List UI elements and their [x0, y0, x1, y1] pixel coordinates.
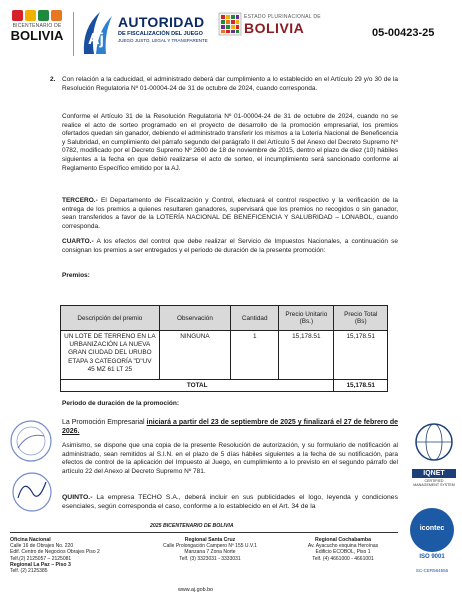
cuarto-label: CUARTO.-	[62, 238, 94, 245]
iqnet-globe-icon	[412, 420, 456, 464]
periodo-heading: Periodo de duración de la promoción:	[62, 400, 180, 407]
official-stamp-icon	[8, 418, 54, 464]
promo-dates: iniciará a partir del 23 de septiembre de 2025 y finalizará el 27 de febrero de 2026.	[62, 419, 398, 435]
estado-seal-icon	[218, 12, 242, 36]
cert-code: SC-CER564556	[415, 568, 449, 573]
bicentenario-main: BOLIVIA	[10, 28, 64, 43]
icontec-label: icontec	[419, 525, 445, 532]
cell-cantidad: 1	[231, 331, 279, 380]
estado-title: BOLIVIA	[244, 20, 305, 36]
footer-col-santa-cruz	[150, 537, 270, 562]
signature-stamp-icon	[10, 470, 54, 514]
cell-descripcion: UN LOTE DE TERRENO EN LA URBANIZACIÓN LA NUEVA GRAN CIUDAD DEL URUBO ETAPA 3 CATEGORÍA "D"UV 45 MZ 61 LT 25	[61, 331, 160, 380]
footer-col2-line: Calle Prolongación Campero Nº 155 U.V.1	[163, 543, 257, 550]
tercero-label: TERCERO.-	[62, 197, 98, 204]
total-value: 15,178.51	[334, 380, 388, 392]
premios-heading: Premios:	[62, 272, 90, 279]
col-header-descripcion: Descripción del premio	[61, 306, 160, 331]
premios-table	[60, 305, 388, 392]
paragraph-asimismo: Asimismo, se dispone que una copia de la presente Resolución de autorización, y su formulario de notificación al administrado, sean remitidos al S.I.N. en el plazo de 5 días hábiles siguientes a la fecha de su notificación, para efectos de control de la aplicación del Impuesto al Juego, en cumplimiento a lo previsto en el segundo párrafo del artículo 22 del Anexo al Decreto Supremo Nº 781.	[62, 442, 398, 475]
footer-col1-line: Edif. Centro de Negocios Obrajes Piso 2	[10, 549, 100, 556]
paragraph-cuarto	[62, 238, 398, 255]
footer-col1-title: Oficina Nacional	[10, 537, 51, 543]
cell-observacion: NINGUNA	[159, 331, 231, 380]
promo-intro: La Promoción Empresarial	[62, 419, 147, 426]
quinto-text: La empresa TECHO S.A., deberá incluir en sus publicidades el logo, leyenda y condiciones esenciales, según corresponda el caso, conforme a lo establecido en el Art. 34 de la	[62, 494, 398, 510]
cuarto-text: A los efectos del control que debe realizar el Servicio de Impuestos Nacionales, a continuación se consignan los premios a ser entregados y el periodo de duración de la presente promoción:	[62, 238, 398, 254]
aj-title: AUTORIDAD	[118, 14, 205, 30]
paragraph-promocion	[62, 418, 398, 436]
table-total-row	[61, 380, 388, 392]
col-header-precio-total: Precio Total (Bs)	[334, 306, 388, 331]
bicentenario-sub: BICENTENARIO DE	[12, 23, 62, 29]
aj-tagline: JUEGO JUSTO, LEGAL Y TRANSPARENTE	[118, 38, 208, 43]
footer-year-line: 2025 BICENTENARIO DE BOLIVIA	[150, 523, 234, 529]
aj-logo-icon	[80, 8, 116, 60]
aj-subtitle: DE FISCALIZACIÓN DEL JUEGO	[118, 31, 203, 37]
iso-label: ISO 9001	[419, 554, 445, 560]
iqnet-sub: CERTIFIED MANAGEMENT SYSTEM	[413, 479, 455, 488]
item-2	[50, 76, 398, 93]
table-header-row	[61, 306, 388, 331]
cell-precio-unitario: 15,178.51	[279, 331, 334, 380]
table-row	[61, 331, 388, 380]
iqnet-label: IQNET	[412, 469, 456, 478]
footer-website-link[interactable]: www.aj.gob.bo	[178, 587, 214, 593]
footer-col3-title: Regional Cochabamba	[315, 537, 371, 543]
total-label: TOTAL	[61, 380, 334, 392]
footer-col1-title2: Regional La Paz – Piso 3	[10, 561, 71, 568]
footer-col1-line: Calle 16 de Obrajes No. 220	[10, 543, 74, 550]
col-header-cantidad: Cantidad	[231, 306, 279, 331]
icontec-badge	[406, 508, 458, 590]
footer-col-cochabamba	[288, 537, 398, 562]
header-divider	[73, 12, 74, 56]
footer-col2-line: Telf. (3) 3323031 - 3333031	[179, 555, 241, 562]
footer-col2-title: Regional Santa Cruz	[184, 537, 236, 543]
paragraph-tercero	[62, 197, 398, 231]
paragraph-conforme: Conforme el Artículo 31 de la Resolución Regulatoria Nº 01-00004-24 de 31 de octubre de 2024, cuando no se realice el acto de sorteo programado en el proyecto de desarrollo de la promoción empresarial, los premios ofertados quedan sin ganador, debiendo el administrado transferir los mismos a la Lotería Nacional de Beneficencia y Salubridad, en cumplimiento del párrafo segundo del parágrafo II del Artículo 5 del Anexo del Decreto Supremo Nº 0782, modificado por el Decreto Supremo Nº 2600 de 18 de noviembre de 2015, dentro el plazo de diez (10) hábiles siguientes a la fecha en que debió realizarse el acto de sorteo, el incumplimiento será sancionado conforme al Reglamento Específico emitido por la AJ.	[62, 113, 398, 172]
footer-col2-line: Manzana 7 Zona Norte	[184, 549, 236, 556]
iqnet-badge	[412, 420, 456, 500]
footer-col3-line: Edificio ECOBOL, Piso 1	[315, 549, 371, 556]
col-header-precio-unitario: Precio Unitario (Bs.)	[279, 306, 334, 331]
paragraph-quinto	[62, 493, 398, 511]
footer-col1-line: Telf.(2) 2125057 – 2125081	[10, 555, 72, 562]
item-2-number: 2.	[50, 76, 56, 83]
footer-col3-line: Telf. (4) 4661000 - 4661001	[312, 555, 374, 562]
bicentenario-emblem-icon	[12, 10, 68, 21]
footer-col1-line: Telf. (2) 2125385	[10, 568, 48, 575]
bicentenario-logo	[6, 10, 68, 60]
tercero-text: El Departamento de Fiscalización y Control, efectuará el control respectivo y la verificación de la entrega de los premios a quienes resultaren ganadores, supervisará que los premios no recogidos o sin ganador, sean transferidos a favor de la LOTERÍA NACIONAL DE BENEFICENCIA Y SALUBRIDAD – LONABOL, cuando corresponda.	[62, 197, 398, 230]
icontec-circle-icon	[410, 508, 454, 552]
item-2-text: Con relación a la caducidad, el administrado deberá dar cumplimiento a lo establecido en el Artículo 29 y/o 30 de la Resolución Regulatoria Nº 01-00004-24 de 31 de octubre de 2024, cuando corresponda.	[62, 76, 398, 92]
document-reference: 05-00423-25	[372, 27, 435, 39]
estado-subtitle: ESTADO PLURINACIONAL DE	[244, 14, 321, 20]
footer-col3-line: Av. Ayacucho esquina Heroínas	[307, 543, 379, 550]
quinto-label: QUINTO.-	[62, 494, 93, 501]
svg-text:Aj: Aj	[88, 31, 104, 48]
footer-col-oficina-nacional	[10, 537, 130, 574]
footer-rule	[10, 532, 398, 533]
cell-precio-total: 15,178.51	[334, 331, 388, 380]
col-header-observacion: Observación	[159, 306, 231, 331]
